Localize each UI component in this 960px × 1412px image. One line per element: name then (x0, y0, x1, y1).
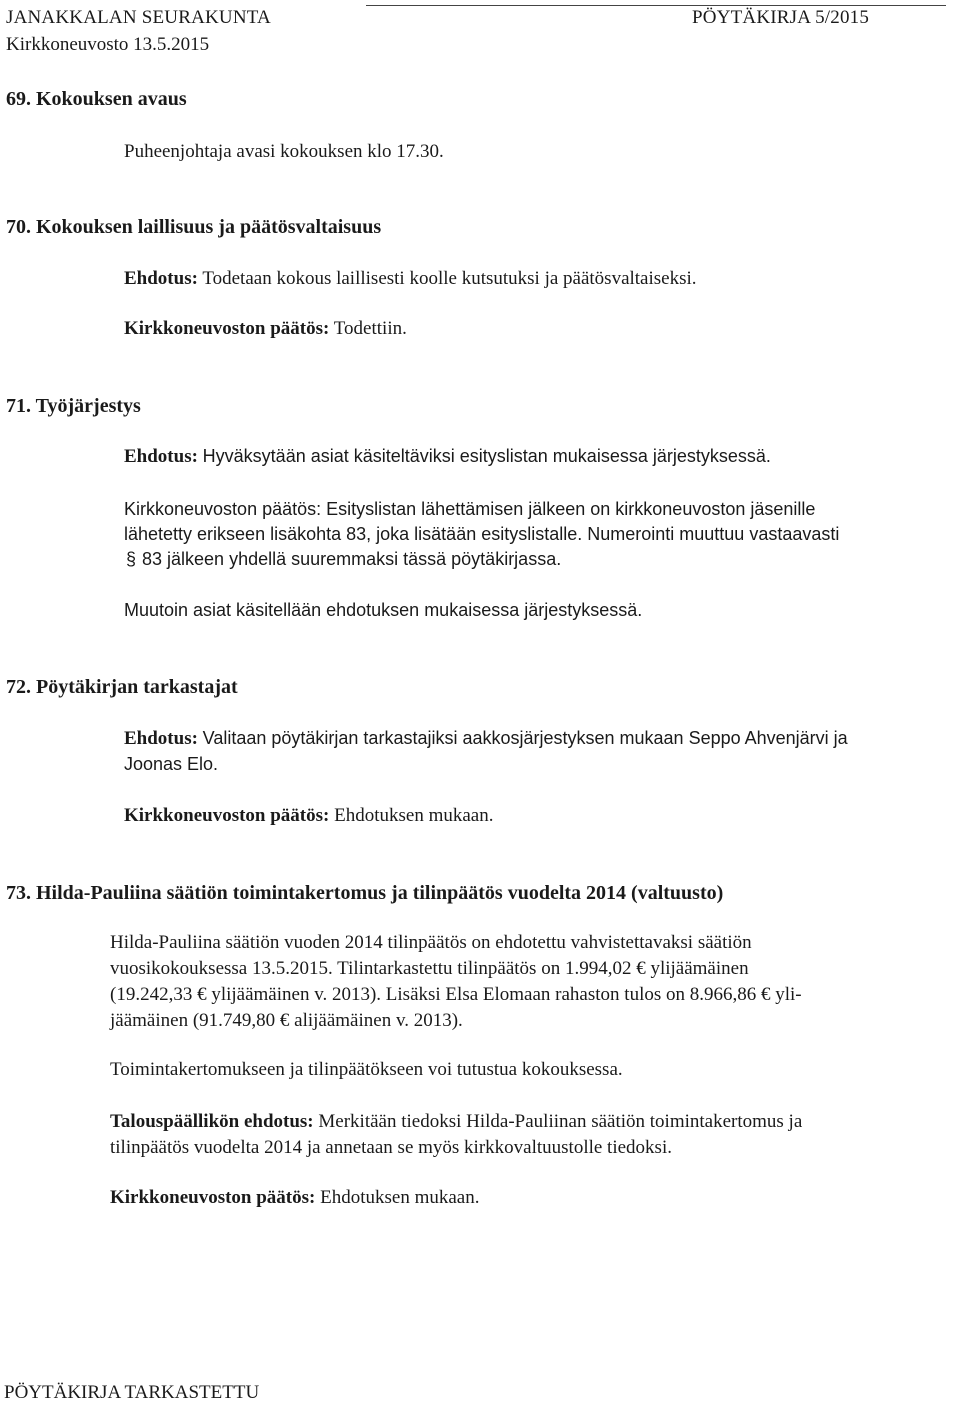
decision-text: Ehdotuksen mukaan. (334, 805, 494, 826)
org-name: JANAKKALAN SEURAKUNTA (6, 7, 271, 28)
section-69-text: Puheenjohtaja avasi kokouksen klo 17.30. (124, 141, 444, 162)
section-73-para1-line3: (19.242,33 € ylijäämäinen v. 2013). Lisäksi Elsa Elomaan rahaston tulos on 8.966,86 € yli- (110, 984, 802, 1005)
proposal-text: Todetaan kokous laillisesti koolle kutsutuksi ja päätösvaltaiseksi. (202, 268, 697, 289)
section-69-title: 69. Kokouksen avaus (6, 88, 187, 110)
section-70-decision (124, 318, 407, 340)
decision-label: Kirkkoneuvoston päätös: (124, 318, 330, 339)
section-73-decision (110, 1187, 479, 1209)
decision-text: Ehdotuksen mukaan. (320, 1187, 480, 1208)
section-70-title: 70. Kokouksen laillisuus ja päätösvaltaisuus (6, 216, 382, 238)
proposal-label: Ehdotus: (124, 268, 198, 289)
decision-label: Kirkkoneuvoston päätös: (110, 1187, 316, 1208)
section-73-para1-line4: jäämäinen (91.749,80 € alijäämäinen v. 2013). (110, 1010, 463, 1031)
section-mark: § (126, 549, 137, 569)
header-rule (366, 5, 946, 6)
document-id: PÖYTÄKIRJA 5/2015 (692, 7, 870, 28)
section-72-proposal-line2: Joonas Elo. (124, 754, 219, 774)
decision-label: Kirkkoneuvoston päätös: (124, 805, 330, 826)
section-71-decision-line3: 83 jälkeen yhdellä suuremmaksi tässä pöytäkirjassa. (142, 549, 562, 569)
section-73-para1-line1: Hilda-Pauliina säätiön vuoden 2014 tilinpäätös on ehdotettu vahvistettavaksi säätiön (110, 932, 752, 953)
section-71-decision-line1 (124, 499, 815, 520)
section-71-decision-line2: lähetetty erikseen lisäkohta 83, joka lisätään esityslistalle. Numerointi muuttuu vastaavasti (124, 524, 840, 544)
section-71-other: Muutoin asiat käsitellään ehdotuksen mukaisessa järjestyksessä. (124, 600, 643, 620)
section-73-proposal-line2: tilinpäätös vuodelta 2014 ja annetaan se myös kirkkovaltuustolle tiedoksi. (110, 1137, 672, 1158)
proposal-text-1: Valitaan pöytäkirjan tarkastajiksi aakkosjärjestyksen mukaan Seppo Ahvenjärvi ja (202, 728, 848, 748)
section-72-title: 72. Pöytäkirjan tarkastajat (6, 676, 238, 698)
section-73-proposal-line1 (110, 1111, 802, 1133)
section-72-decision (124, 805, 493, 827)
proposal-text-1: Merkitään tiedoksi Hilda-Pauliinan säätiön toimintakertomus ja (318, 1111, 803, 1132)
section-70-proposal (124, 268, 697, 290)
section-73-para2: Toimintakertomukseen ja tilinpäätökseen voi tutustua kokouksessa. (110, 1059, 623, 1080)
section-73-title: 73. Hilda-Pauliina säätiön toimintakertomus ja tilinpäätös vuodelta 2014 (valtuusto) (6, 882, 724, 904)
proposal-label: Ehdotus: (124, 728, 198, 749)
proposal-label: Talouspäällikön ehdotus: (110, 1111, 314, 1132)
section-71-title: 71. Työjärjestys (6, 395, 141, 417)
decision-label: Kirkkoneuvoston päätös: (124, 499, 322, 519)
section-71-proposal (124, 446, 771, 468)
proposal-text: Hyväksytään asiat käsiteltäviksi esityslistan mukaisessa järjestyksessä. (202, 446, 771, 466)
proposal-label: Ehdotus: (124, 446, 198, 467)
section-72-proposal-line1 (124, 728, 848, 750)
meeting-date: Kirkkoneuvosto 13.5.2015 (6, 34, 210, 55)
decision-text-1: Esityslistan lähettämisen jälkeen on kirkkoneuvoston jäsenille (326, 499, 816, 519)
section-73-para1-line2: vuosikokouksessa 13.5.2015. Tilintarkastettu tilinpäätös on 1.994,02 € ylijäämäinen (110, 958, 749, 979)
decision-text: Todettiin. (333, 318, 407, 339)
footer-approved: PÖYTÄKIRJA TARKASTETTU (4, 1382, 260, 1403)
